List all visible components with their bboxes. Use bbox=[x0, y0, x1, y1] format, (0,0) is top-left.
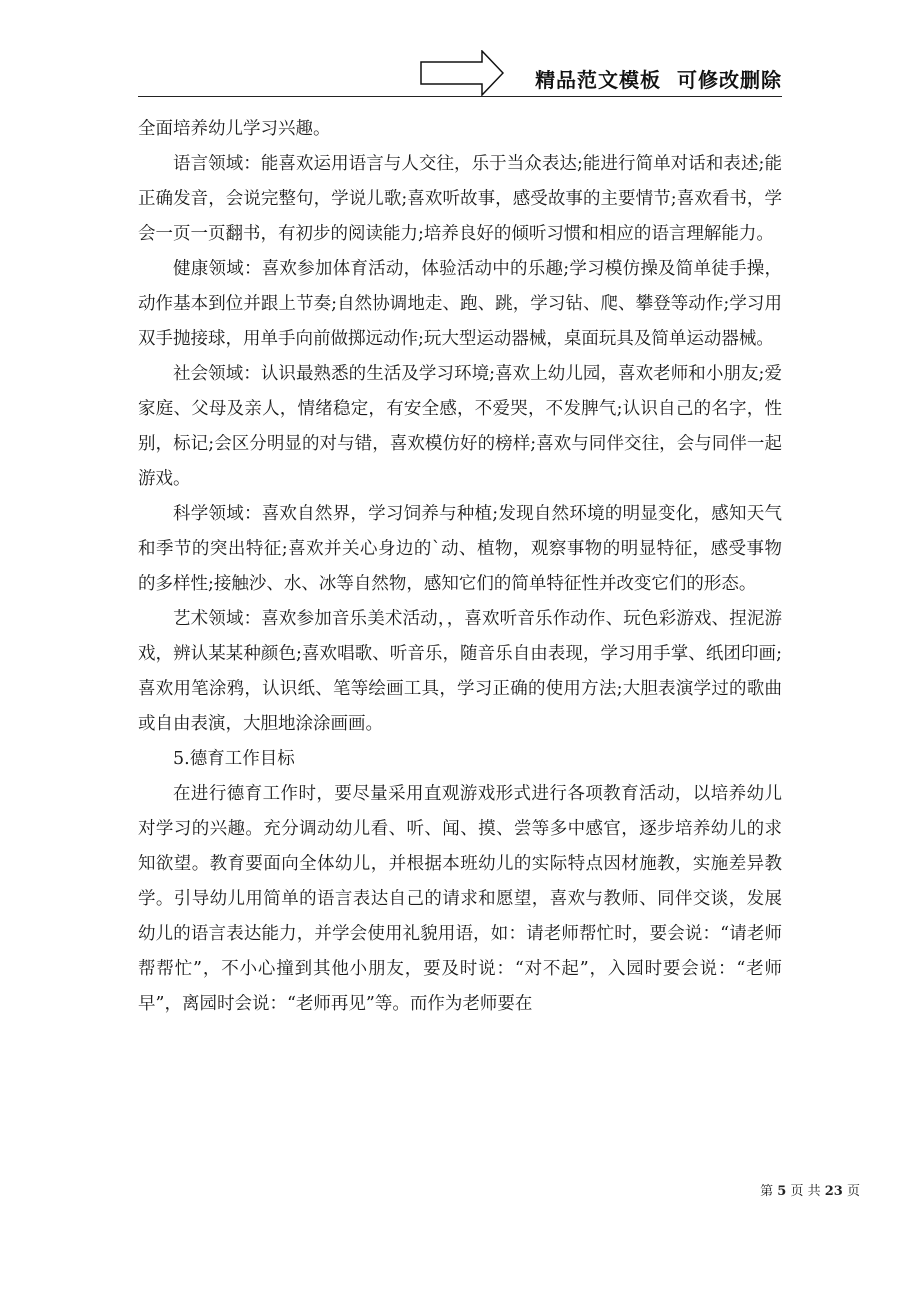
paragraph-language-domain: 语言领域：能喜欢运用语言与人交往，乐于当众表达;能进行简单对话和表述;能正确发音，会说完整句，学说儿歌;喜欢听故事，感受故事的主要情节;喜欢看书，学会一页一页翻书，有初步的阅读能力;培养良好的倾听习惯和相应的语言理解能力。 bbox=[138, 154, 782, 244]
document-body bbox=[138, 112, 782, 1022]
header-divider bbox=[138, 96, 782, 97]
paragraph-health-domain: 健康领域：喜欢参加体育活动，体验活动中的乐趣;学习模仿操及简单徒手操，动作基本到位并跟上节奏;自然协调地走、跑、跳，学习钻、爬、攀登等动作;学习用双手抛接球，用单手向前做掷远动作;玩大型运动器械，桌面玩具及简单运动器械。 bbox=[138, 259, 782, 349]
page-header bbox=[138, 48, 782, 98]
page-number bbox=[760, 1180, 860, 1199]
paragraph-continuation: 全面培养幼儿学习兴趣。 bbox=[138, 119, 331, 139]
page-middle: 页 共 bbox=[790, 1184, 821, 1199]
section-heading-moral-education: 5.德育工作目标 bbox=[173, 749, 295, 769]
header-title: 精品范文模板 可修改删除 bbox=[535, 68, 782, 92]
paragraph-moral-education: 在进行德育工作时，要尽量采用直观游戏形式进行各项教育活动，以培养幼儿对学习的兴趣。充分调动幼儿看、听、闻、摸、尝等多中感官，逐步培养幼儿的求知欲望。教育要面向全体幼儿，并根据本班幼儿的实际特点因材施教，实施差异教学。引导幼儿用简单的语言表达自己的请求和愿望，喜欢与教师、同伴交谈，发展幼儿的语言表达能力，并学会使用礼貌用语，如：请老师帮忙时，要会说：“请老师帮帮忙”，不小心撞到其他小朋友，要及时说：“对不起”，入园时要会说：“老师早”，离园时会说：“老师再见”等。而作为老师要在 bbox=[138, 784, 782, 1014]
paragraph-art-domain: 艺术领域：喜欢参加音乐美术活动，，喜欢听音乐作动作、玩色彩游戏、捏泥游戏，辨认某某种颜色;喜欢唱歌、听音乐，随音乐自由表现，学习用手掌、纸团印画;喜欢用笔涂鸦，认识纸、笔等绘画工具，学习正确的使用方法;大胆表演学过的歌曲或自由表演，大胆地涂涂画画。 bbox=[138, 609, 782, 734]
page-prefix: 第 bbox=[760, 1184, 774, 1199]
right-arrow-icon bbox=[420, 50, 504, 96]
page-suffix: 页 bbox=[846, 1184, 860, 1199]
paragraph-science-domain: 科学领域：喜欢自然界，学习饲养与种植;发现自然环境的明显变化，感知天气和季节的突出特征;喜欢并关心身边的`动、植物，观察事物的明显特征，感受事物的多样性;接触沙、水、冰等自然物，感知它们的简单特征性并改变它们的形态。 bbox=[138, 504, 782, 594]
paragraph-social-domain: 社会领域：认识最熟悉的生活及学习环境;喜欢上幼儿园，喜欢老师和小朋友;爱家庭、父母及亲人，情绪稳定，有安全感，不爱哭，不发脾气;认识自己的名字，性别，标记;会区分明显的对与错，喜欢模仿好的榜样;喜欢与同伴交往，会与同伴一起游戏。 bbox=[138, 364, 782, 489]
total-pages-number: 23 bbox=[824, 1184, 843, 1199]
current-page-number: 5 bbox=[777, 1184, 787, 1199]
